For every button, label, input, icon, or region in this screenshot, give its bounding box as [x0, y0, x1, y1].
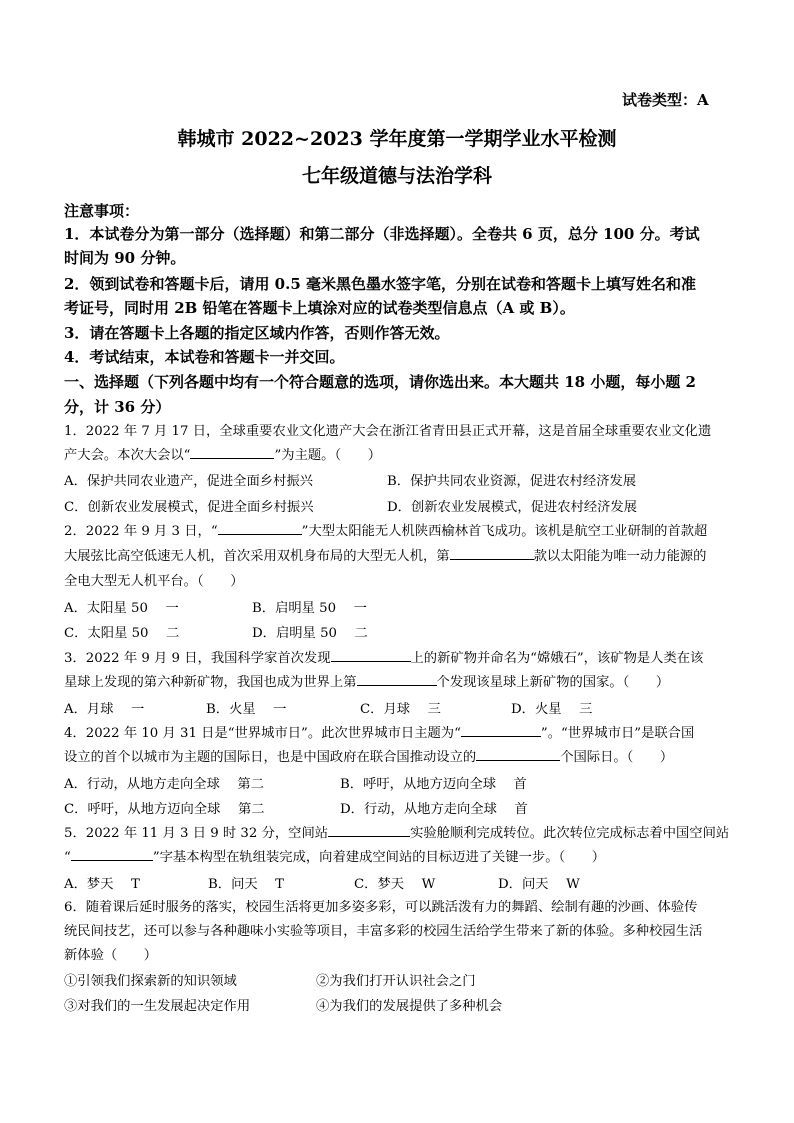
q2-option-c: C．太阳星 50 二: [64, 626, 180, 641]
question-text: [64, 647, 703, 671]
q1-option-d: D．创新农业发展模式，促进农村经济发展: [387, 500, 638, 515]
notice-item-1-line-1: 1．本试卷分为第一部分（选择题）和第二部分（非选择题）。全卷共 6 页，总分 100 分。考试: [64, 225, 700, 243]
question-text: 1．2022 年 7 月 17 日，全球重要农业文化遗产大会在浙江省青田县正式开幕，这是首届全球重要农业文化遗: [64, 424, 712, 439]
question-text: [64, 746, 673, 770]
notice-item-2-line-2: 考证号，同时用 2B 铅笔在答题卡上填涂对应的试卷类型信息点（A 或 B）。: [64, 299, 575, 317]
answer-blank: [357, 671, 437, 686]
q5-option-b: B．问天 T: [208, 877, 285, 892]
section-1-heading-line-2: 分，计 36 分）: [64, 398, 171, 416]
q6-statement-1: ①引领我们探索新的知识领域: [64, 974, 237, 989]
exam-subtitle: 七年级道德与法治学科: [301, 165, 492, 187]
question-text-part: ”。“世界城市日”是联合国: [540, 726, 695, 741]
q1-option-b: B．保护共同农业资源，促进农村经济发展: [387, 474, 637, 489]
question-text-part: 大展弦比高空低速无人机，首次采用双机身布局的大型无人机，第: [64, 549, 450, 564]
question-text-part: 3．2022 年 9 月 9 日，我国科学家首次发现: [64, 651, 331, 666]
q2-option-b: B．启明星 50 一: [252, 601, 367, 616]
answer-blank: [190, 444, 274, 459]
question-text-part: 产大会。本次大会以“: [64, 448, 191, 463]
section-1-heading-line-1: 一、选择题（下列各题中均有一个符合题意的选项，请你选出来。本大题共 18 小题，每小题 2: [64, 373, 696, 391]
q6-statement-3: ③对我们的一生发展起决定作用: [64, 999, 251, 1014]
q3-option-d: D．火星 三: [511, 702, 593, 717]
q1-option-c: C．创新农业发展模式，促进全面乡村振兴: [64, 500, 314, 515]
question-text-part: ”大型太阳能无人机陕西榆林首飞成功。该机是航空工业研制的首款超: [301, 524, 708, 539]
answer-blank: [218, 520, 302, 535]
question-text-part: 2．2022 年 9 月 3 日，“: [64, 524, 218, 539]
q5-option-c: C．梦天 W: [354, 877, 436, 892]
q4-option-b: B．呼吁，从地方迈向全球 首: [340, 777, 527, 792]
question-text: 统民间技艺，还可以参与各种趣味小实验等项目，丰富多彩的校园生活给学生带来了新的体验。多种校园生活: [64, 924, 703, 939]
question-text: 新体验（ ）: [64, 948, 158, 963]
question-text-part: ”字基本构型在轨组装完成，向着建成空间站的目标迈进了关键一步。（ ）: [152, 850, 606, 865]
question-text: [64, 671, 669, 695]
question-text-part: 实验舱顺利完成转位。此次转位完成标志着中国空间站: [410, 826, 730, 841]
notice-item-1-line-2: 时间为 90 分钟。: [64, 249, 186, 267]
answer-blank: [450, 545, 534, 560]
question-text-part: 个国际日。（ ）: [560, 750, 674, 765]
question-text: [64, 846, 605, 870]
q4-option-d: D．行动，从地方走向全球 首: [340, 802, 528, 817]
question-text: [64, 545, 706, 569]
question-text-part: 上的新矿物并命名为“嫦娥石”，该矿物是人类在该: [410, 651, 704, 666]
q6-statement-4: ④为我们的发展提供了多种机会: [316, 999, 503, 1014]
question-text-part: “: [64, 850, 71, 865]
question-text: 6．随着课后延时服务的落实，校园生活将更加多姿多彩，可以跳活泼有力的舞蹈、绘制有趣的沙画、体验传: [64, 900, 698, 915]
question-text: [64, 822, 729, 846]
answer-blank: [331, 647, 411, 662]
paper-type-label: 试卷类型：A: [622, 91, 709, 109]
q4-option-c: C．呼吁，从地方迈向全球 第二: [64, 802, 265, 817]
answer-blank: [461, 722, 541, 737]
answer-blank: [476, 746, 560, 761]
q3-option-b: B．火星 一: [206, 702, 287, 717]
question-text: [64, 520, 707, 544]
question-text: 全电大型无人机平台。（ ）: [64, 574, 244, 589]
q1-option-a: A．保护共同农业遗产，促进全面乡村振兴: [64, 474, 313, 489]
q2-option-a: A．太阳星 50 一: [64, 601, 179, 616]
answer-blank: [71, 846, 153, 861]
q3-option-c: C．月球 三: [360, 702, 441, 717]
q3-option-a: A．月球 一: [64, 702, 145, 717]
notice-heading: 注意事项：: [64, 202, 140, 220]
question-text-part: ”为主题。（ ）: [274, 448, 382, 463]
q5-option-a: A．梦天 T: [64, 877, 140, 892]
question-text-part: 星球上发现的第六种新矿物，我国也成为世界上第: [64, 675, 357, 690]
notice-item-4: 4．考试结束，本试卷和答题卡一并交回。: [64, 348, 345, 366]
question-text-part: 个发现该星球上新矿物的国家。（ ）: [436, 675, 670, 690]
question-text-part: 5．2022 年 11 月 3 日 9 时 32 分，空间站: [64, 826, 329, 841]
question-text-part: 设立的首个以城市为主题的国际日，也是中国政府在联合国推动设立的: [64, 750, 477, 765]
question-text: [64, 444, 381, 468]
question-text: [64, 722, 694, 746]
question-text-part: 款以太阳能为唯一动力能源的: [533, 549, 707, 564]
q5-option-d: D．问天 W: [498, 877, 580, 892]
q4-option-a: A．行动，从地方走向全球 第二: [64, 777, 264, 792]
question-text-part: 4．2022 年 10 月 31 日是“世界城市日”。此次世界城市日主题为“: [64, 726, 461, 741]
exam-title: 韩城市 2022~2023 学年度第一学期学业水平检测: [177, 128, 617, 150]
notice-item-2-line-1: 2．领到试卷和答题卡后，请用 0.5 毫米黑色墨水签字笔，分别在试卷和答题卡上填写姓名和准: [64, 275, 696, 293]
notice-item-3: 3．请在答题卡上各题的指定区域内作答，否则作答无效。: [64, 324, 450, 342]
answer-blank: [328, 822, 410, 837]
q2-option-d: D．启明星 50 二: [252, 626, 368, 641]
q6-statement-2: ②为我们打开认识社会之门: [316, 974, 476, 989]
